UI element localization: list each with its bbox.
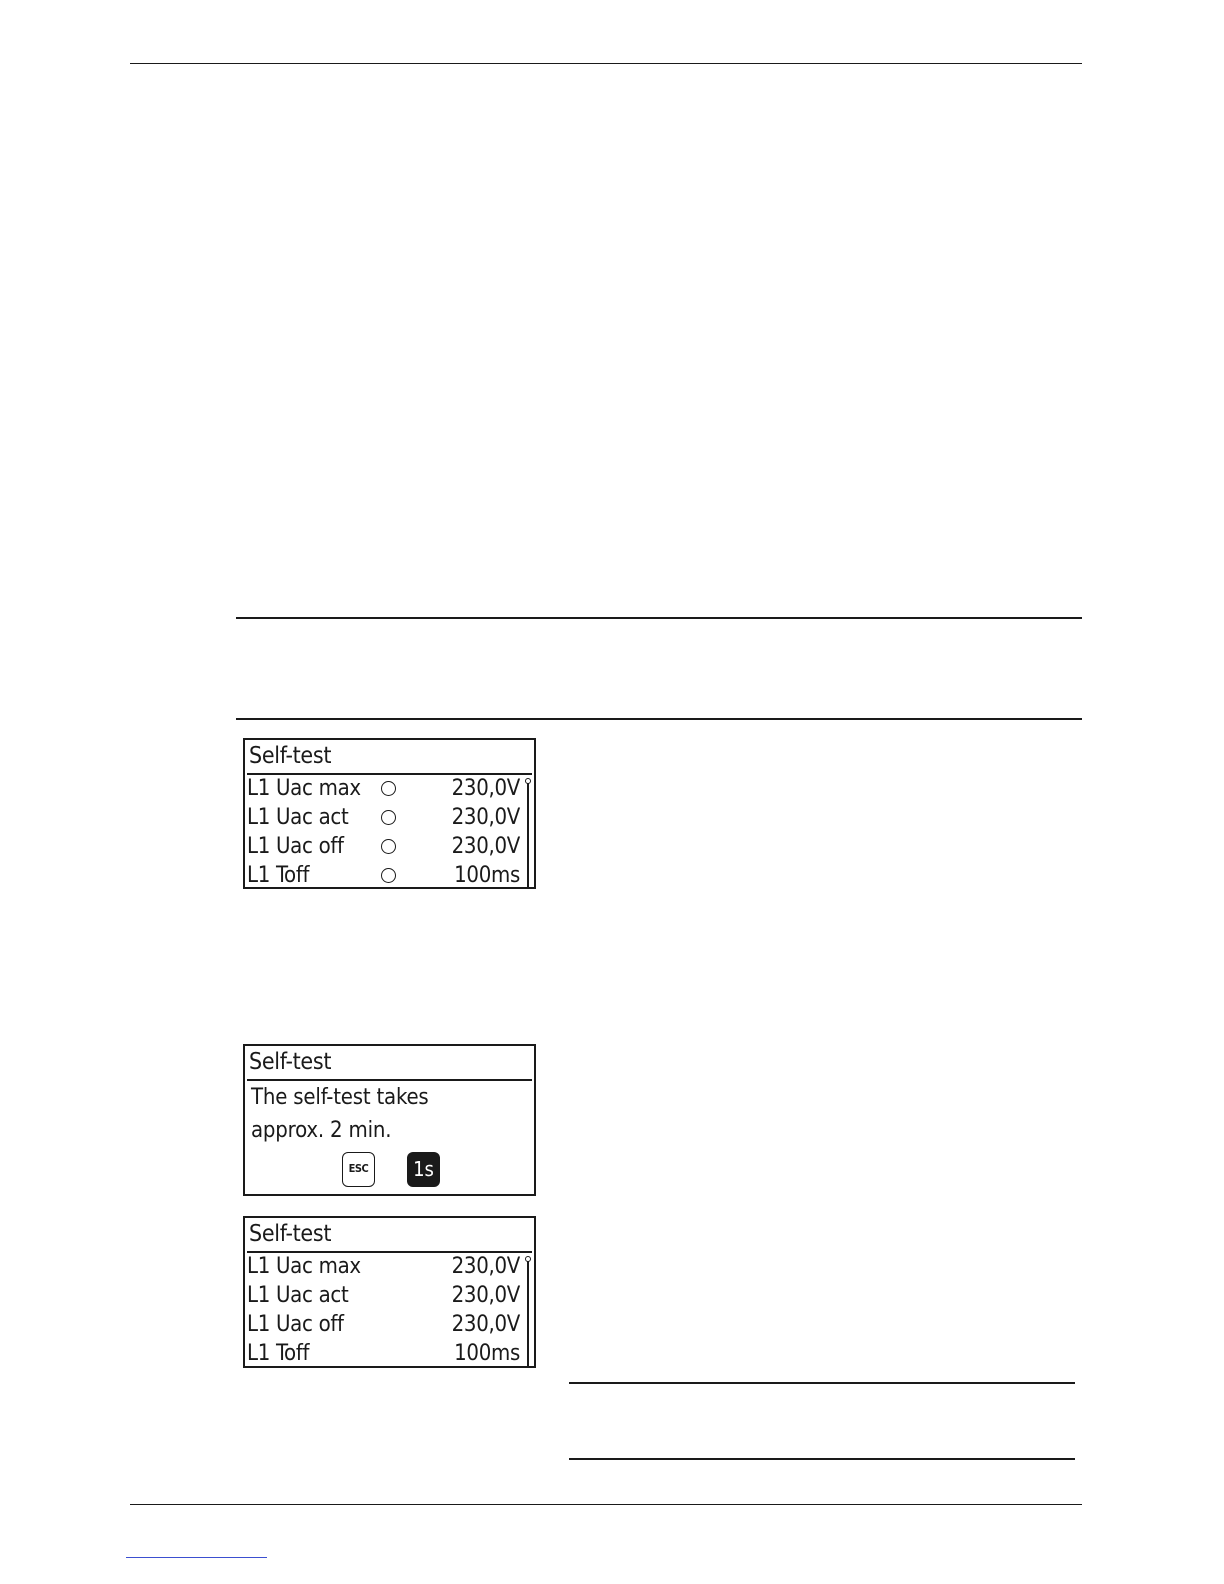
- display-title: Self-test: [249, 743, 332, 769]
- list-item: [247, 1281, 520, 1310]
- confirm-1s-key-icon[interactable]: 1s: [407, 1152, 440, 1187]
- row-value: 230,0V: [451, 776, 520, 801]
- row-label: L1 Uac max: [247, 776, 361, 801]
- scrollbar: [527, 1258, 529, 1366]
- self-test-info-display: [243, 1044, 536, 1196]
- info-message-line: The self-test takes: [251, 1085, 429, 1110]
- list-item: [247, 1310, 520, 1339]
- row-value: 230,0V: [451, 1312, 520, 1337]
- row-label: L1 Toff: [247, 1341, 310, 1366]
- list-item: [247, 861, 520, 890]
- list-item: [247, 803, 520, 832]
- esc-key-icon[interactable]: ESC: [342, 1152, 375, 1187]
- small-note-rule-bottom: [569, 1458, 1075, 1460]
- row-value: 100ms: [454, 1341, 520, 1366]
- list-item: [247, 832, 520, 861]
- self-test-list-display: [243, 738, 536, 889]
- note-rule-top: [236, 617, 1082, 619]
- empty-circle-icon: [381, 839, 396, 854]
- info-message-line: approx. 2 min.: [251, 1118, 392, 1143]
- note-rule-bottom: [236, 718, 1082, 720]
- title-divider: [247, 1079, 532, 1081]
- row-value: 230,0V: [451, 1283, 520, 1308]
- empty-circle-icon: [381, 781, 396, 796]
- empty-circle-icon: [381, 810, 396, 825]
- row-label: L1 Uac off: [247, 1312, 344, 1337]
- header-rule: [130, 63, 1082, 64]
- row-label: L1 Uac max: [247, 1254, 361, 1279]
- row-label: L1 Toff: [247, 863, 310, 888]
- list-item: [247, 1252, 520, 1281]
- row-label: L1 Uac off: [247, 834, 344, 859]
- row-label: L1 Uac act: [247, 805, 349, 830]
- display-title: Self-test: [249, 1049, 332, 1075]
- row-label: L1 Uac act: [247, 1283, 349, 1308]
- empty-circle-icon: [381, 868, 396, 883]
- display-title: Self-test: [249, 1221, 332, 1247]
- self-test-result-display: [243, 1216, 536, 1368]
- scrollbar: [527, 780, 529, 887]
- row-value: 100ms: [454, 863, 520, 888]
- list-item: [247, 774, 520, 803]
- scroll-knob-icon: [525, 1256, 531, 1262]
- footer-rule: [130, 1504, 1082, 1505]
- row-value: 230,0V: [451, 1254, 520, 1279]
- row-value: 230,0V: [451, 834, 520, 859]
- list-item: [247, 1339, 520, 1368]
- small-note-rule-top: [569, 1382, 1075, 1384]
- footer-link-underline[interactable]: [126, 1557, 267, 1558]
- row-value: 230,0V: [451, 805, 520, 830]
- scroll-knob-icon: [525, 778, 531, 784]
